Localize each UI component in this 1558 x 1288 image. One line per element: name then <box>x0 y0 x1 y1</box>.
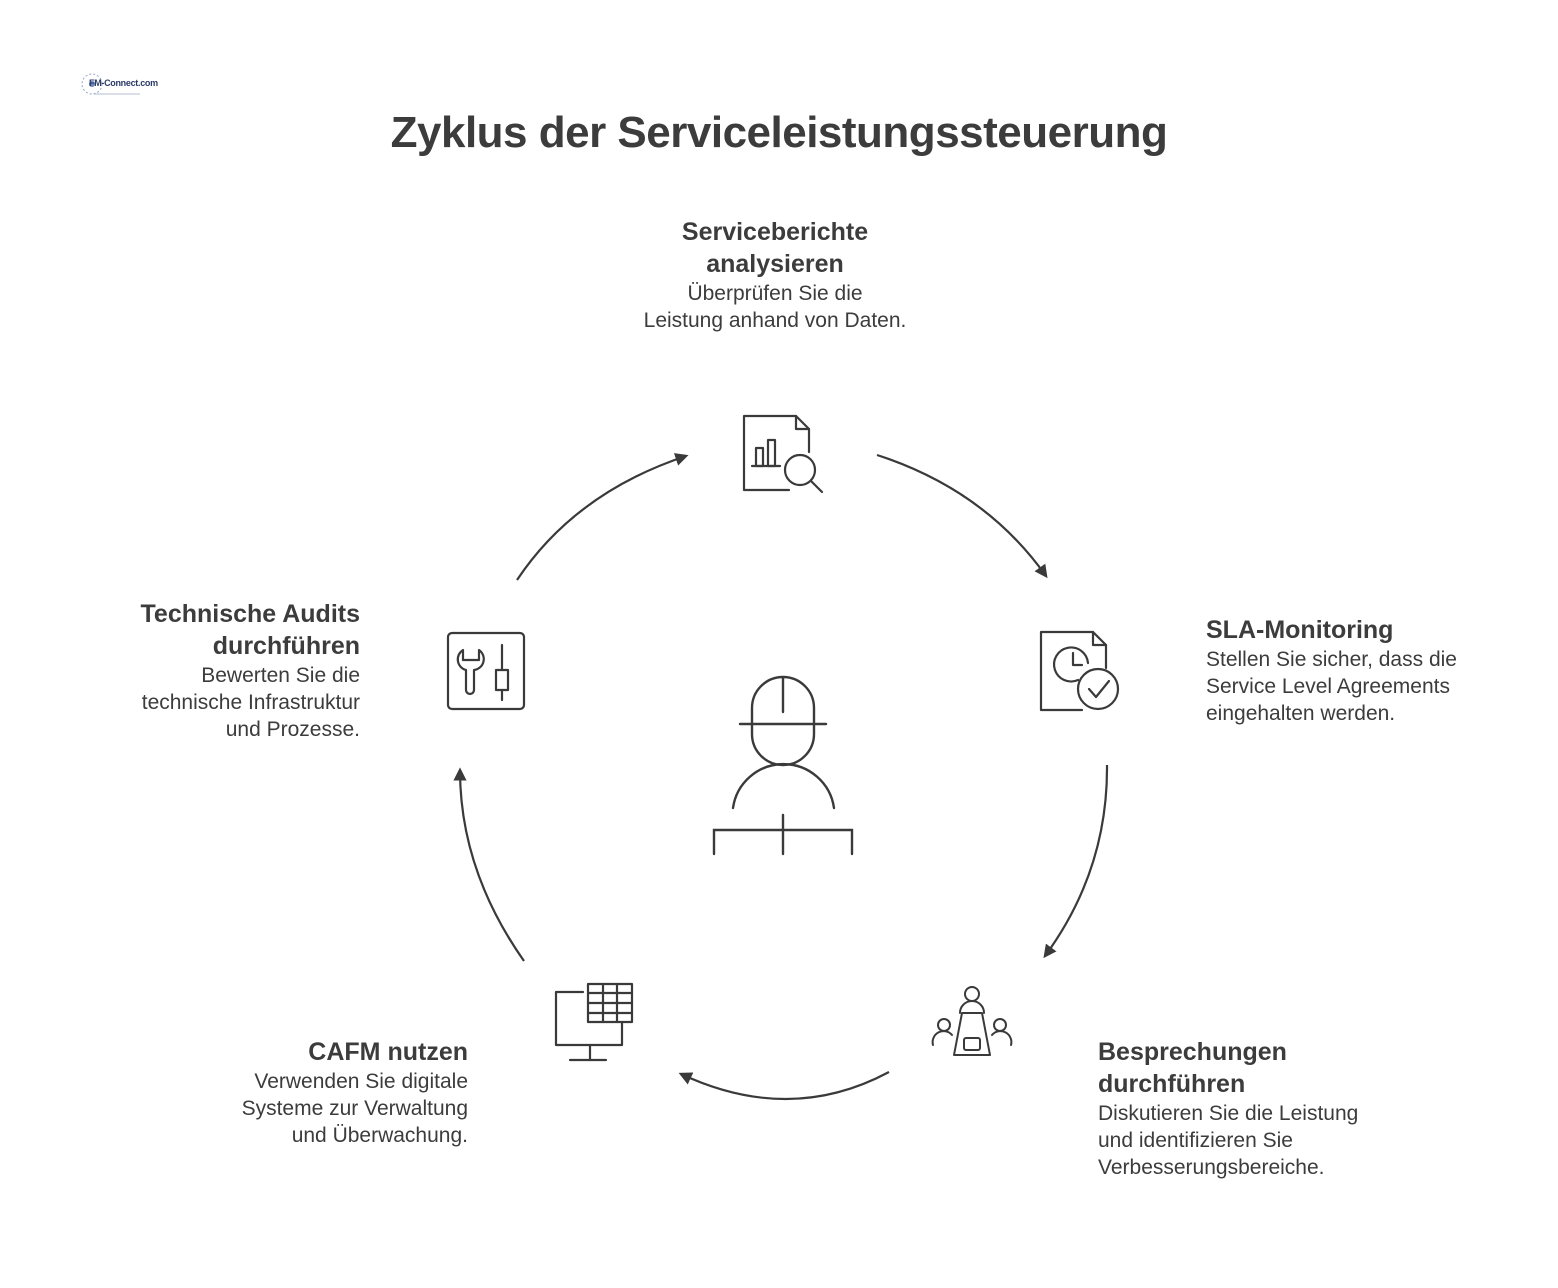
step-title: SLA-Monitoring <box>1206 616 1394 644</box>
engineer-person-icon <box>714 677 852 854</box>
page-title: Zyklus der Serviceleistungssteuerung <box>390 108 1168 157</box>
arrow-sla-to-meeting <box>1045 765 1107 956</box>
step-description: Diskutieren Sie die Leistung <box>1098 1102 1359 1125</box>
document-clock-check-icon <box>1041 632 1118 710</box>
step-description: Stellen Sie sicher, dass die <box>1206 648 1457 671</box>
step-title: CAFM nutzen <box>308 1038 468 1066</box>
step-description: eingehalten werden. <box>1206 702 1396 725</box>
arrow-report-to-sla <box>877 455 1046 576</box>
step-description: technische Infrastruktur <box>141 691 360 714</box>
step-cafm <box>150 1036 468 1149</box>
step-description: und Überwachung. <box>291 1124 468 1147</box>
logo-text: FM-Connect.com <box>89 78 158 88</box>
step-title: Serviceberichte <box>681 218 869 246</box>
step-description: Leistung anhand von Daten. <box>643 309 907 332</box>
step-title: durchführen <box>1098 1070 1246 1098</box>
step-description: und identifizieren Sie <box>1098 1129 1293 1152</box>
step-description: und Prozesse. <box>225 718 360 741</box>
monitor-spreadsheet-icon <box>556 984 632 1060</box>
tools-panel-icon <box>448 633 524 709</box>
step-title: Technische Audits <box>140 600 360 628</box>
step-sla-monitoring <box>1206 614 1526 727</box>
step-serviceberichte <box>600 216 950 334</box>
arrow-audits-to-report <box>517 456 686 580</box>
step-description: Verwenden Sie digitale <box>254 1070 468 1093</box>
step-besprechungen <box>1098 1036 1418 1181</box>
step-technische-audits <box>40 598 360 743</box>
step-description: Service Level Agreements <box>1206 675 1450 698</box>
step-description: Verbesserungsbereiche. <box>1098 1156 1325 1179</box>
meeting-table-icon <box>933 987 1012 1055</box>
step-title: Besprechungen <box>1098 1038 1287 1066</box>
step-title: analysieren <box>706 250 844 278</box>
step-description: Systeme zur Verwaltung <box>241 1097 468 1120</box>
step-title: durchführen <box>212 632 360 660</box>
arrow-meeting-to-cafm <box>681 1072 889 1099</box>
report-search-icon <box>744 416 822 492</box>
arrow-cafm-to-audits <box>460 770 524 961</box>
step-description: Überprüfen Sie die <box>687 282 863 305</box>
step-description: Bewerten Sie die <box>201 664 360 687</box>
